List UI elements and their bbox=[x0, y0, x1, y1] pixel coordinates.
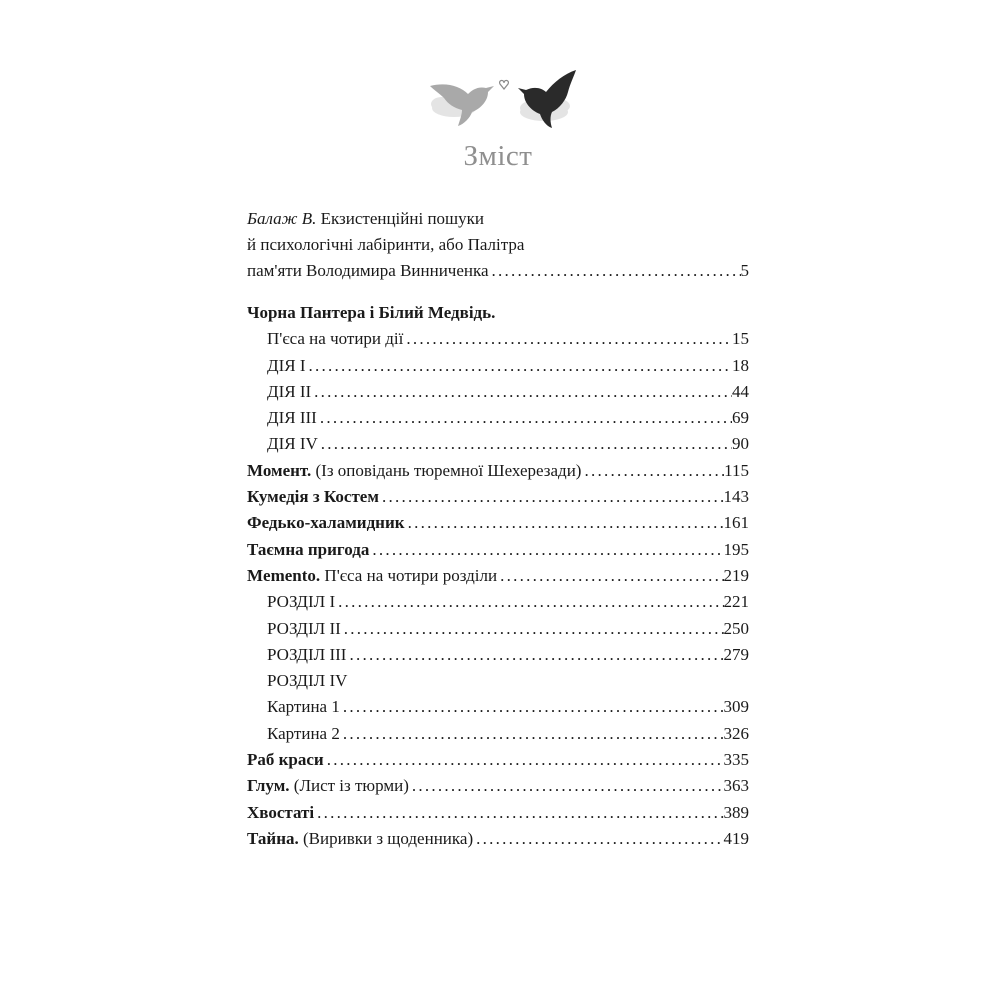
toc-page-number: 143 bbox=[723, 487, 749, 507]
toc-page-number: 419 bbox=[723, 828, 749, 848]
dot-leader bbox=[341, 616, 724, 642]
toc-entry-bold-title: Глум. bbox=[247, 776, 290, 796]
toc-entry-title bbox=[247, 300, 495, 326]
toc-entry-title bbox=[267, 616, 341, 642]
toc-entry-subtitle: (Із оповідань тюремної Шехерезади) bbox=[311, 460, 582, 480]
toc-entry[interactable] bbox=[247, 563, 749, 589]
toc-entry-title bbox=[267, 721, 340, 747]
toc-entry-title bbox=[247, 747, 324, 773]
toc-entry-title bbox=[267, 694, 340, 720]
intro-title-part-1: Екзистенційні пошуки bbox=[320, 209, 484, 228]
dot-leader bbox=[473, 826, 723, 852]
toc-entry-subtitle: ДІЯ ІІІ bbox=[267, 408, 317, 428]
toc-entry-subtitle: П'єса на чотири розділи bbox=[320, 565, 498, 585]
toc-entry[interactable] bbox=[247, 537, 749, 563]
toc-page-number: 115 bbox=[724, 460, 749, 480]
toc-entry[interactable] bbox=[247, 379, 749, 405]
dot-leader bbox=[335, 589, 723, 615]
toc-page-number: 195 bbox=[723, 539, 749, 559]
toc-entry-subtitle: П'єса на чотири дії bbox=[267, 329, 404, 349]
dot-leader bbox=[403, 326, 732, 352]
toc-page-number: 335 bbox=[723, 750, 749, 770]
toc-page-number: 90 bbox=[732, 434, 749, 454]
toc-entry-bold-title: Федько-халамидник bbox=[247, 513, 405, 533]
toc-entry[interactable] bbox=[247, 589, 749, 615]
table-of-contents bbox=[247, 300, 749, 852]
toc-entry[interactable] bbox=[247, 747, 749, 773]
toc-page-number: 44 bbox=[732, 381, 749, 401]
intro-line-2: й психологічні лабіринти, або Палітра bbox=[247, 235, 525, 254]
toc-entry-bold-title: Момент. bbox=[247, 460, 312, 480]
toc-entry-title bbox=[267, 353, 306, 379]
toc-entry-subtitle: РОЗДІЛ ІV bbox=[267, 671, 348, 691]
intro-line-1 bbox=[247, 206, 749, 232]
toc-entry-subtitle: ДІЯ І bbox=[267, 355, 306, 375]
toc-entry-title bbox=[247, 510, 405, 536]
toc-entry-title bbox=[267, 326, 403, 352]
toc-entry-subtitle: (Лист із тюрми) bbox=[289, 776, 409, 796]
intro-entry[interactable] bbox=[247, 206, 749, 284]
toc-page-number: 309 bbox=[723, 697, 749, 717]
dot-leader bbox=[346, 642, 723, 668]
toc-page-number: 389 bbox=[723, 802, 749, 822]
toc-entry-subtitle: ДІЯ ІV bbox=[267, 434, 318, 454]
toc-entry-title bbox=[247, 826, 473, 852]
toc-entry-bold-title: Memento. bbox=[247, 565, 321, 585]
toc-entry[interactable] bbox=[247, 668, 749, 694]
toc-entry-subtitle: РОЗДІЛ ІІ bbox=[267, 618, 341, 638]
dot-leader bbox=[405, 510, 724, 536]
toc-entry-subtitle: ДІЯ ІІ bbox=[267, 381, 312, 401]
toc-entry-title bbox=[267, 431, 318, 457]
toc-entry-title bbox=[267, 589, 335, 615]
toc-entry-title bbox=[267, 405, 317, 431]
toc-entry[interactable] bbox=[247, 326, 749, 352]
toc-entry-title bbox=[247, 800, 314, 826]
toc-entry-title bbox=[267, 642, 346, 668]
toc-entry[interactable] bbox=[247, 800, 749, 826]
toc-page-number: 219 bbox=[723, 565, 749, 585]
birds-emblem bbox=[428, 64, 578, 130]
black-bird-icon bbox=[518, 70, 576, 128]
toc-entry[interactable] bbox=[247, 642, 749, 668]
toc-page-number: 326 bbox=[723, 723, 749, 743]
dot-leader bbox=[379, 484, 724, 510]
toc-entry-title bbox=[247, 563, 497, 589]
dot-leader bbox=[497, 563, 723, 589]
dot-leader bbox=[317, 405, 732, 431]
toc-entry-subtitle: РОЗДІЛ І bbox=[267, 592, 336, 612]
toc-entry[interactable] bbox=[247, 510, 749, 536]
toc-entry[interactable] bbox=[247, 616, 749, 642]
dot-leader bbox=[489, 258, 741, 284]
intro-line-3 bbox=[247, 258, 749, 284]
toc-entry-bold-title: Таємна пригода bbox=[247, 539, 370, 559]
toc-page-number: 161 bbox=[723, 513, 749, 533]
toc-entry-bold-title: Раб краси bbox=[247, 750, 324, 770]
toc-page-number: 221 bbox=[723, 592, 749, 612]
toc-entry[interactable] bbox=[247, 484, 749, 510]
heart-icon bbox=[500, 80, 509, 89]
toc-entry[interactable] bbox=[247, 458, 749, 484]
toc-entry[interactable] bbox=[247, 721, 749, 747]
toc-page-number: 363 bbox=[723, 776, 749, 796]
dot-leader bbox=[581, 458, 724, 484]
toc-entry[interactable] bbox=[247, 300, 749, 326]
dot-leader bbox=[318, 431, 732, 457]
dot-leader bbox=[409, 773, 724, 799]
intro-page-number: 5 bbox=[740, 261, 749, 280]
dot-leader bbox=[311, 379, 732, 405]
toc-entry-bold-title: Чорна Пантера і Білий Медвідь. bbox=[247, 303, 496, 322]
toc-page-number: 279 bbox=[723, 644, 749, 664]
toc-entry-subtitle: (Виривки з щоденника) bbox=[298, 828, 474, 848]
toc-entry[interactable] bbox=[247, 694, 749, 720]
dot-leader bbox=[369, 537, 723, 563]
toc-entry-subtitle: РОЗДІЛ ІІІ bbox=[267, 644, 347, 664]
toc-entry[interactable] bbox=[247, 405, 749, 431]
intro-title-part-3: пам'яти Володимира Винниченка bbox=[247, 261, 489, 280]
intro-author: Балаж В. bbox=[247, 209, 317, 228]
dot-leader bbox=[324, 747, 724, 773]
toc-entry-subtitle: Картина 1 bbox=[267, 697, 340, 717]
toc-entry-title bbox=[267, 668, 347, 694]
dot-leader bbox=[314, 800, 723, 826]
dot-leader bbox=[306, 353, 732, 379]
toc-entry-title bbox=[247, 484, 379, 510]
dot-leader bbox=[340, 721, 724, 747]
toc-entry[interactable] bbox=[247, 773, 749, 799]
toc-entry-title bbox=[247, 773, 409, 799]
dot-leader bbox=[340, 694, 724, 720]
toc-entry[interactable] bbox=[247, 431, 749, 457]
toc-page-number: 250 bbox=[723, 618, 749, 638]
toc-entry-bold-title: Тайна. bbox=[247, 828, 299, 848]
toc-entry-title bbox=[247, 458, 581, 484]
toc-entry-title bbox=[247, 537, 369, 563]
toc-page-number: 15 bbox=[732, 329, 749, 349]
toc-entry-bold-title: Хвостаті bbox=[247, 802, 315, 822]
toc-entry-subtitle: Картина 2 bbox=[267, 723, 340, 743]
toc-page-number: 69 bbox=[732, 408, 749, 428]
toc-page-number: 18 bbox=[732, 355, 749, 375]
toc-entry[interactable] bbox=[247, 826, 749, 852]
toc-entry-bold-title: Кумедія з Костем bbox=[247, 487, 379, 507]
toc-entry-title bbox=[267, 379, 311, 405]
page-title: Зміст bbox=[463, 140, 533, 172]
toc-entry[interactable] bbox=[247, 353, 749, 379]
